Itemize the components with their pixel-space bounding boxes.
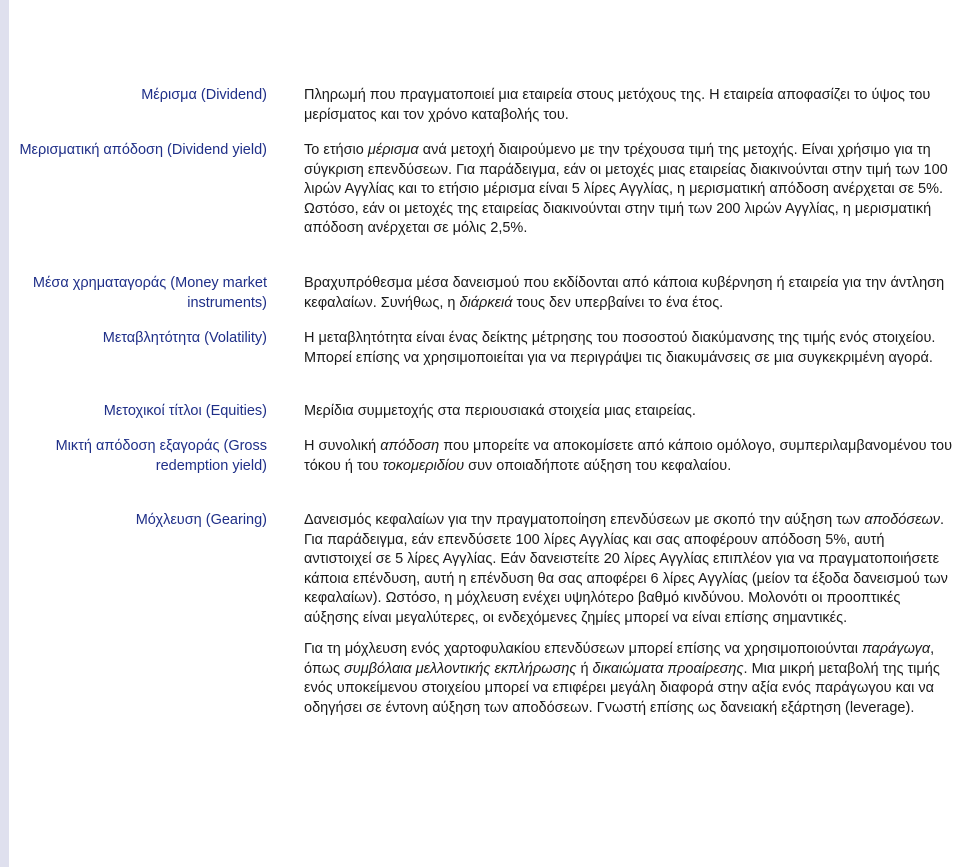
glossary-term: Μέρισμα (Dividend) [141,87,267,103]
glossary-term: Μόχλευση (Gearing) [135,512,267,528]
text-run: τους δεν υπερβαίνει το ένα έτος. [512,294,724,311]
text-run: που μπορείτε να αποκομίσετε από κάποιο ομόλογο, συμπεριλαμβανομένου του τόκου ή του [304,438,953,474]
text-run: Η μεταβλητότητα είναι ένας δείκτης μέτρησης του ποσοστού διακύμανσης της τιμής ενός στοιχείου. Μπορεί επίσης να χρησιμοποιείται για να περιγράψει τις διακυμάνσεις σε μια συγκεκριμένη αγορά. [304,330,936,366]
glossary-term: Μεταβλητότητα (Volatility) [102,330,267,346]
glossary-definition [304,402,956,422]
text-run: ή [576,660,593,677]
glossary-term: Μέσα χρηματαγοράς (Money market instruments) [32,275,267,311]
definition-paragraph [304,141,956,239]
text-run: ανά μετοχή διαιρούμενο με την τρέχουσα τιμή της μετοχής. Είναι χρήσιμο για τη σύγκριση επενδύσεων. Για παράδειγμα, εάν οι μετοχές μιας εταιρείας διακινούνται στην τιμή των 100 λιρών Αγγλίας και το ετήσιο μέρισμα είναι 5 λίρες Αγγλίας, η μερισματική απόδοση ανέρχεται σε 5%. Ωστόσο, εάν οι μετοχές της εταιρείας διακινούνται στην τιμή των 200 λιρών Αγγλίας, η μερισματική απόδοση ανέρχεται σε μόλις 2,5%. [304,142,948,236]
text-run: Για τη μόχλευση ενός χαρτοφυλακίου επενδύσεων μπορεί επίσης να χρησιμοποιούνται [304,641,862,657]
text-run: Η συνολική [304,438,381,454]
glossary-definition [304,437,956,476]
italic-term: δικαιώματα προαίρεσης [592,660,744,677]
italic-term: παράγωγα [861,641,931,657]
definition-paragraph [304,640,956,718]
definition-paragraph [304,329,956,368]
glossary-definition [304,274,956,313]
text-run: Το ετήσιο [304,142,368,158]
text-run: Δανεισμός κεφαλαίων για την πραγματοποίηση επενδύσεων με σκοπό την αύξηση των [304,512,865,528]
definition-paragraph [304,437,956,476]
glossary-definition [304,511,956,718]
text-run: Μερίδια συμμετοχής στα περιουσιακά στοιχεία μιας εταιρείας. [304,403,696,419]
glossary-term: Μικτή απόδοση εξαγοράς (Gross redemption yield) [55,438,267,474]
glossary-definition [304,329,956,368]
italic-term: διάρκειά [459,294,513,311]
glossary-definition [304,86,956,125]
definition-paragraph [304,511,956,628]
italic-term: τοκομεριδίου [382,457,465,474]
text-run: Βραχυπρόθεσμα μέσα δανεισμού που εκδίδονται από κάποια κυβέρνηση ή εταιρεία για την άντληση κεφαλαίων. Συνήθως, η [304,275,945,311]
text-run: . Για παράδειγμα, εάν επενδύσετε 100 λίρες Αγγλίας και σας αποφέρουν απόδοση 5%, αυτή αντιστοιχεί σε 5 λίρες Αγγλίας. Εάν δανειστείτε 20 λίρες Αγγλίας επιπλέον για να πραγματοποιήσετε κάποια επένδυση, αυτή η επένδυση θα σας αποφέρει 6 λίρες Αγγλίας (μείον τα έξοδα δανεισμού των κεφαλαίων). Ωστόσο, η μόχλευση ενέχει υψηλότερο βαθμό κινδύνου. Μολονότι οι προοπτικές αύξησης είναι μεγαλύτερες, οι ενδεχόμενες ζημίες μπορεί να είναι επίσης σημαντικές. [304,512,948,626]
glossary-definition [304,141,956,239]
page-margin-strip [0,0,9,867]
definition-paragraph [304,86,956,125]
italic-term: συμβόλαια μελλοντικής εκπλήρωσης [344,660,577,677]
text-run: , όπως [304,641,935,677]
glossary-term: Μερισματική απόδοση (Dividend yield) [19,142,267,158]
definition-paragraph [304,402,956,422]
text-run: Πληρωμή που πραγματοποιεί μια εταιρεία στους μετόχους της. Η εταιρεία αποφασίζει το ύψος του μερίσματος και τον χρόνο καταβολής του. [304,87,931,123]
text-run: . Μια μικρή μεταβολή της τιμής ενός υποκείμενου στοιχείου μπορεί να επιφέρει μεγάλη διαφορά στην αξία ενός παράγωγου και να οδηγήσει σε έντονη αύξηση των αποδόσεων. Γνωστή επίσης ως δανειακή εξάρτηση (leverage). [304,660,940,716]
italic-term: αποδόσεων [864,512,941,528]
definition-paragraph [304,274,956,313]
glossary-term: Μετοχικοί τίτλοι (Equities) [103,403,267,419]
italic-term: απόδοση [380,438,440,454]
text-run: συν οποιαδήποτε αύξηση του κεφαλαίου. [464,457,732,474]
italic-term: μέρισμα [367,142,419,158]
